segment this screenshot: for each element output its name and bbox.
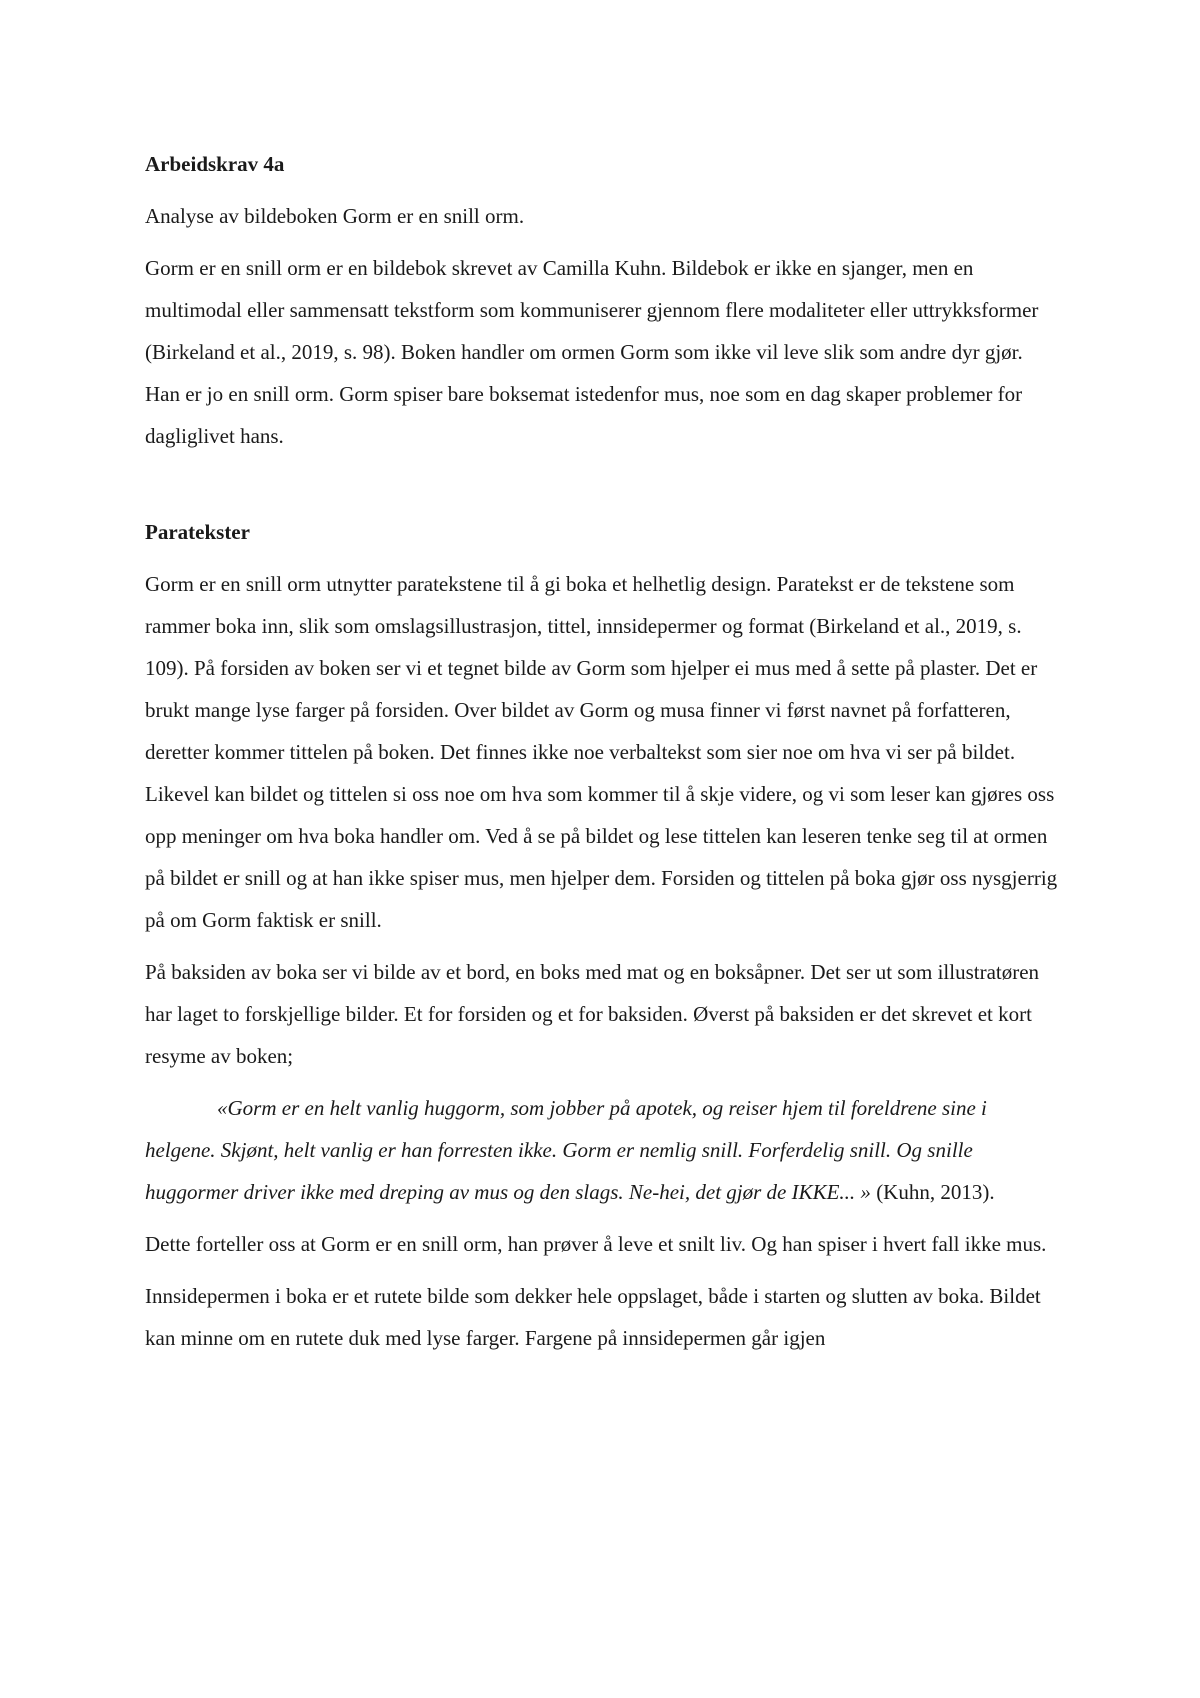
body-paragraph-3: Dette forteller oss at Gorm er en snill orm, han prøver å leve et snilt liv. Og han spiser i hvert fall ikke mus. xyxy=(145,1232,1047,1256)
section-heading-paratekster: Paratekster xyxy=(145,520,250,544)
body-paragraph-2: På baksiden av boka ser vi bilde av et bord, en boks med mat og en boksåpner. Det ser ut som illustratøren har laget to forskjellige bilder. Et for forsiden og et for baksiden. Øverst på baksiden er det skrevet et kort resyme av boken; xyxy=(145,960,1040,1068)
block-quote xyxy=(145,1087,1061,1213)
intro-paragraph: Gorm er en snill orm er en bildebok skrevet av Camilla Kuhn. Bildebok er ikke en sjanger, men en multimodal eller sammensatt tekstform som kommuniserer gjennom flere modaliteter eller uttrykksformer (Birkeland et al., 2019, s. 98). Boken handler om ormen Gorm som ikke vil leve slik som andre dyr gjør. Han er jo en snill orm. Gorm spiser bare boksemat istedenfor mus, noe som en dag skaper problemer for dagliglivet hans. xyxy=(145,256,1039,448)
document-subtitle: Analyse av bildeboken Gorm er en snill orm. xyxy=(145,204,525,228)
body-paragraph-1: Gorm er en snill orm utnytter paratekstene til å gi boka et helhetlig design. Paratekst er de tekstene som rammer boka inn, slik som omslagsillustrasjon, tittel, innsidepermer og format (Birkeland et al., 2019, s. 109). På forsiden av boken ser vi et tegnet bilde av Gorm som hjelper ei mus med å sette på plaster. Det er brukt mange lyse farger på forsiden. Over bildet av Gorm og musa finner vi først navnet på forfatteren, deretter kommer tittelen på boken. Det finnes ikke noe verbaltekst som sier noe om hva vi ser på bildet. Likevel kan bildet og tittelen si oss noe om hva som kommer til å skje videre, og vi som leser kan gjøres oss opp meninger om hva boka handler om. Ved å se på bildet og lese tittelen kan leseren tenke seg til at ormen på bildet er snill og at han ikke spiser mus, men hjelper dem. Forsiden og tittelen på boka gjør oss nysgjerrig på om Gorm faktisk er snill. xyxy=(145,572,1058,932)
document-title: Arbeidskrav 4a xyxy=(145,152,285,176)
quote-citation: (Kuhn, 2013). xyxy=(870,1180,995,1204)
document-body xyxy=(145,143,1061,1359)
quote-text: «Gorm er en helt vanlig huggorm, som jobber på apotek, og reiser hjem til foreldrene sine i helgene. Skjønt, helt vanlig er han forresten ikke. Gorm er nemlig snill. Forferdelig snill. Og snille huggormer driver ikke med dreping av mus og den slags. Ne-hei, det gjør de IKKE... » xyxy=(145,1096,987,1204)
body-paragraph-4: Innsidepermen i boka er et rutete bilde som dekker hele oppslaget, både i starten og slutten av boka. Bildet kan minne om en rutete duk med lyse farger. Fargene på innsidepermen går igjen xyxy=(145,1284,1041,1350)
